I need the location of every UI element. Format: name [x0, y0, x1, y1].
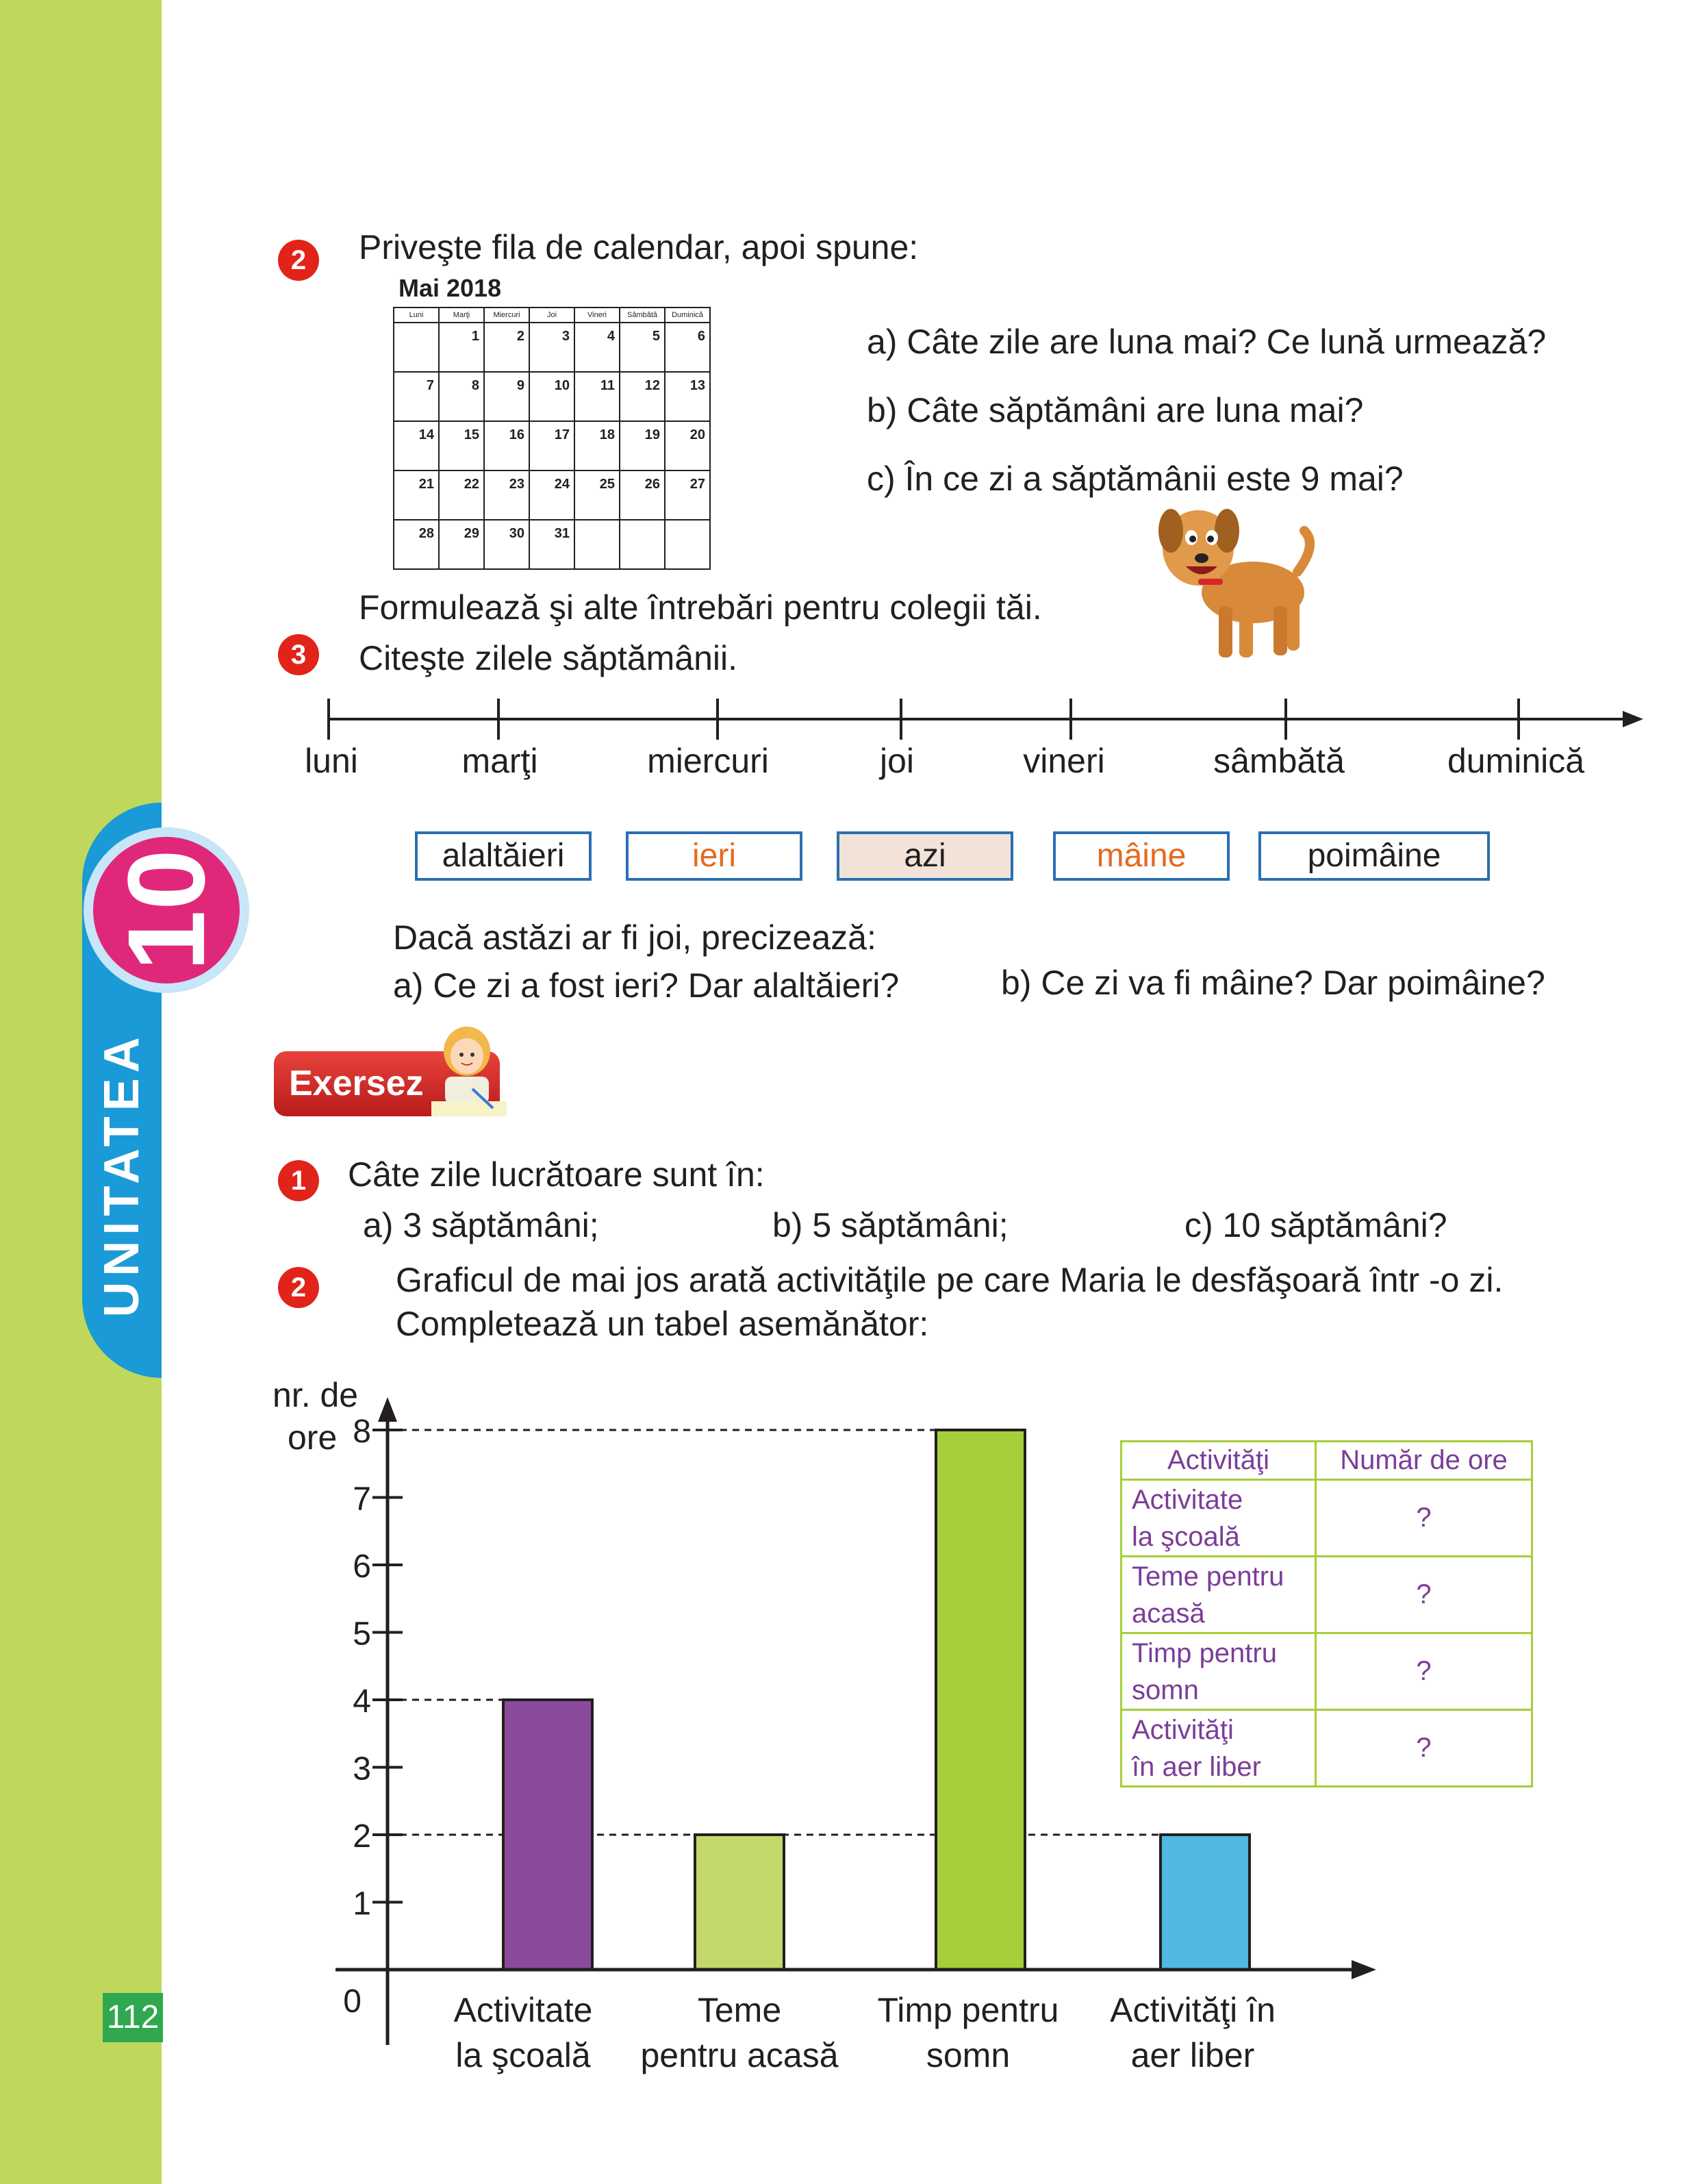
hours-value: ?	[1316, 1480, 1532, 1557]
y-tick-label: 6	[353, 1548, 371, 1585]
activity-table	[1120, 1440, 1533, 1787]
calendar-day: 20	[665, 421, 710, 470]
exercise-badge: 1	[278, 1160, 319, 1201]
calendar-weekday: Miercuri	[484, 307, 529, 323]
calendar-day: 25	[574, 470, 620, 520]
bar	[936, 1430, 1025, 1970]
question-b: b) Câte săptămâni are luna mai?	[867, 391, 1364, 429]
calendar-day: 26	[620, 470, 665, 520]
day-label: luni	[305, 742, 358, 780]
exersez-banner: Exersez	[274, 1051, 500, 1116]
y-tick-label: 8	[353, 1414, 371, 1450]
y-tick-label: 1	[353, 1885, 371, 1922]
ex3-question-b: b) Ce zi va fi mâine? Dar poimâine?	[1001, 964, 1545, 1002]
calendar-day: 4	[574, 323, 620, 372]
relative-day-azi: azi	[837, 831, 1013, 881]
day-label: joi	[879, 742, 915, 780]
calendar-weekday: Luni	[394, 307, 439, 323]
activity-name: Activităţi	[1132, 1714, 1234, 1745]
exercise-badge: 2	[278, 1267, 319, 1308]
day-label: miercuri	[647, 742, 769, 780]
relative-day-poimaine: poimâine	[1258, 831, 1490, 881]
y-axis-label: nr. de	[273, 1376, 359, 1414]
calendar-day: 22	[439, 470, 484, 520]
calendar-day: 10	[529, 372, 574, 421]
calendar-day: 31	[529, 520, 574, 569]
calendar-day: 30	[484, 520, 529, 569]
x-axis-arrow	[1352, 1960, 1376, 1979]
hours-value: ?	[1316, 1557, 1532, 1633]
calendar-day: 19	[620, 421, 665, 470]
y-tick-label: 7	[353, 1481, 371, 1518]
relative-day-alaltaieri: alaltăieri	[415, 831, 592, 881]
calendar-day: 24	[529, 470, 574, 520]
followup-text: Formulează şi alte întrebări pentru colegii tăi.	[359, 588, 1042, 627]
unit-label: UNITATEA	[94, 1031, 149, 1318]
y-tick-label: 0	[343, 1983, 362, 2020]
day-label: marţi	[461, 742, 538, 780]
y-tick-label: 3	[353, 1750, 371, 1787]
practice1-option-a: a) 3 săptămâni;	[363, 1206, 599, 1244]
calendar-day: 1	[439, 323, 484, 372]
unit-number: 10	[105, 849, 227, 971]
activity-name: la şcoală	[1132, 1521, 1240, 1552]
hours-value: ?	[1316, 1710, 1532, 1787]
calendar-day: 14	[394, 421, 439, 470]
activity-name: somn	[1132, 1674, 1199, 1705]
x-category-label: Activitate	[453, 1991, 593, 2029]
activity-name: Teme pentru	[1132, 1561, 1284, 1592]
activity-name: Activitate	[1132, 1484, 1243, 1515]
bar	[1161, 1835, 1250, 1970]
practice2-line1: Graficul de mai jos arată activităţile pe care Maria le desfăşoară într -o zi.	[396, 1261, 1504, 1299]
exercise-badge: 2	[278, 240, 319, 281]
relative-day-ieri: ieri	[626, 831, 802, 881]
y-axis-label: ore	[288, 1418, 338, 1457]
calendar-day: 21	[394, 470, 439, 520]
question-c: c) În ce zi a săptămânii este 9 mai?	[867, 460, 1404, 498]
calendar-day: 7	[394, 372, 439, 421]
calendar-weekday: Vineri	[574, 307, 620, 323]
practice1-option-b: b) 5 săptămâni;	[772, 1206, 1009, 1244]
calendar-weekday: Sâmbătă	[620, 307, 665, 323]
calendar-weekday: Joi	[529, 307, 574, 323]
calendar-day: 28	[394, 520, 439, 569]
day-label: duminică	[1447, 742, 1585, 780]
x-category-label: Timp pentru	[877, 1991, 1059, 2029]
practice2-line2: Completează un tabel asemănător:	[396, 1305, 929, 1343]
ex3-prompt: Dacă astăzi ar fi joi, precizează:	[393, 918, 876, 957]
table-row	[1122, 1710, 1532, 1787]
activity-name: acasă	[1132, 1598, 1205, 1629]
calendar-weekday: Duminică	[665, 307, 710, 323]
calendar-day: 23	[484, 470, 529, 520]
calendar-day: 9	[484, 372, 529, 421]
calendar-day: 13	[665, 372, 710, 421]
table-header-hours: Număr de ore	[1316, 1442, 1532, 1480]
question-a: a) Câte zile are luna mai? Ce lună urmează?	[867, 323, 1547, 361]
exercise-instruction: Citeşte zilele săptămânii.	[359, 639, 738, 677]
x-category-label: pentru acasă	[640, 2036, 839, 2074]
x-category-label: Teme	[697, 1991, 782, 2029]
table-row	[1122, 1633, 1532, 1710]
activity-name: în aer liber	[1132, 1751, 1261, 1782]
day-label: sâmbătă	[1213, 742, 1345, 780]
table-header-activity: Activităţi	[1122, 1442, 1316, 1480]
table-row	[1122, 1557, 1532, 1633]
calendar-day: 15	[439, 421, 484, 470]
calendar-day: 17	[529, 421, 574, 470]
calendar-day: 16	[484, 421, 529, 470]
exercise-badge: 3	[278, 634, 319, 675]
y-tick-label: 5	[353, 1616, 371, 1653]
calendar-weekday: Marţi	[439, 307, 484, 323]
y-tick-label: 4	[353, 1683, 371, 1720]
x-category-label: Activităţi în	[1110, 1991, 1276, 2029]
calendar-day: 2	[484, 323, 529, 372]
calendar-day: 3	[529, 323, 574, 372]
y-axis-arrow	[378, 1397, 397, 1422]
calendar-day: 29	[439, 520, 484, 569]
x-category-label: aer liber	[1130, 2036, 1255, 2074]
hours-value: ?	[1316, 1633, 1532, 1710]
page-number: 112	[103, 1993, 163, 2042]
calendar-day: 5	[620, 323, 665, 372]
x-category-label: la şcoală	[455, 2036, 591, 2074]
practice1-option-c: c) 10 săptămâni?	[1184, 1206, 1447, 1244]
day-label: vineri	[1023, 742, 1105, 780]
calendar-day: 27	[665, 470, 710, 520]
calendar-day: 8	[439, 372, 484, 421]
calendar-title: Mai 2018	[398, 274, 502, 302]
activity-name: Timp pentru	[1132, 1637, 1277, 1668]
bar	[695, 1835, 784, 1970]
exercise-instruction: Priveşte fila de calendar, apoi spune:	[359, 228, 919, 266]
relative-day-maine: mâine	[1053, 831, 1230, 881]
bar	[503, 1700, 592, 1970]
practice1-question: Câte zile lucrătoare sunt în:	[348, 1155, 765, 1194]
y-tick-label: 2	[353, 1818, 371, 1855]
x-category-label: somn	[926, 2036, 1011, 2074]
table-row	[1122, 1480, 1532, 1557]
calendar-day: 18	[574, 421, 620, 470]
calendar-day: 12	[620, 372, 665, 421]
calendar-day: 6	[665, 323, 710, 372]
ex3-question-a: a) Ce zi a fost ieri? Dar alaltăieri?	[393, 966, 900, 1005]
calendar-day: 11	[574, 372, 620, 421]
